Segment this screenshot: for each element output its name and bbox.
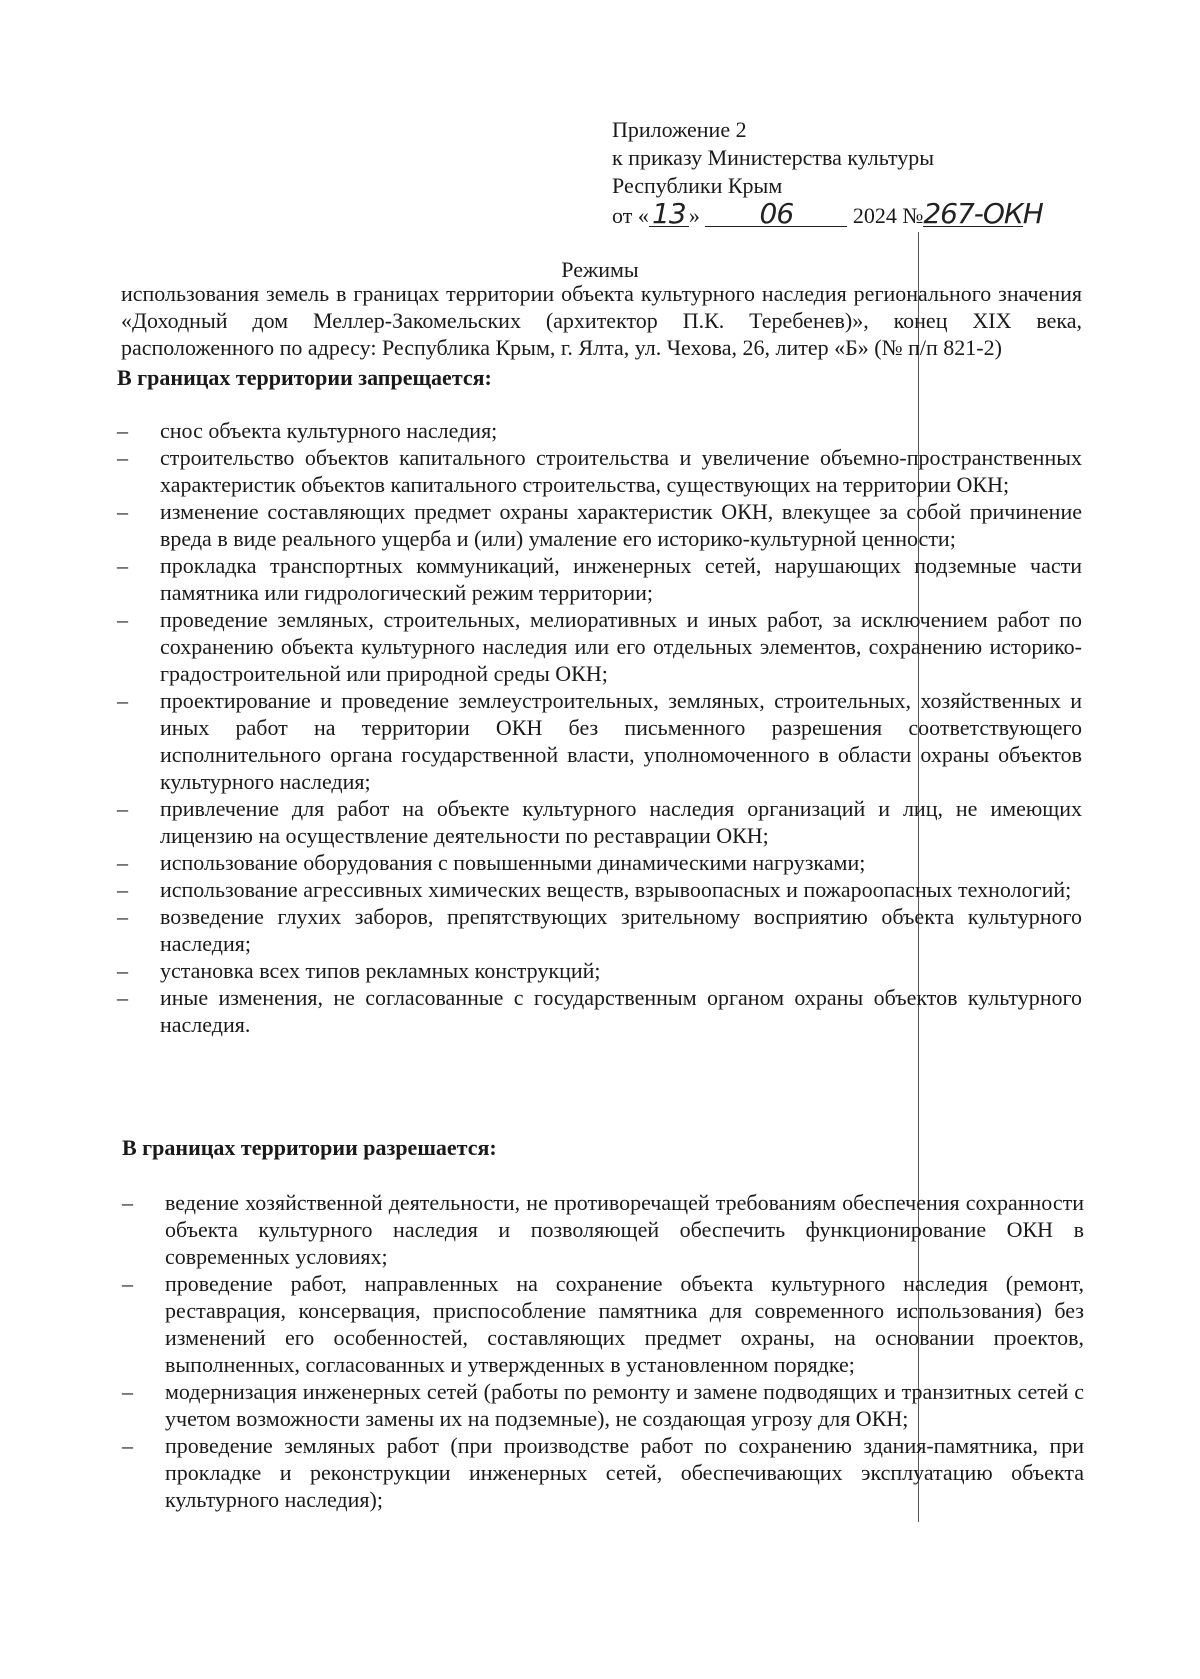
bullet-dash: –	[117, 553, 128, 578]
list-item	[122, 1432, 1084, 1513]
list-item-text: использование оборудования с повышенными динамическими нагрузками;	[160, 850, 866, 875]
list-item	[117, 876, 1082, 903]
bullet-dash: –	[122, 1190, 133, 1215]
list-item	[117, 552, 1082, 606]
bullet-dash: –	[117, 418, 128, 443]
handwritten-day: 13	[649, 200, 689, 227]
date-mid: »	[688, 203, 700, 228]
prohibited-heading: В границах территории запрещается:	[117, 365, 492, 390]
list-item-text: возведение глухих заборов, препятствующих зрительному восприятию объекта культурного наследия;	[160, 904, 1082, 956]
date-year: 2024 №	[852, 203, 924, 228]
list-item-text: прокладка транспортных коммуникаций, инженерных сетей, нарушающих подземные части памятника или гидрологический режим территории;	[160, 553, 1082, 605]
document-title: Режимы	[561, 257, 639, 282]
bullet-dash: –	[122, 1433, 133, 1458]
bullet-dash: –	[117, 607, 128, 632]
list-item-text: снос объекта культурного наследия;	[160, 418, 498, 443]
list-item	[117, 795, 1082, 849]
list-item	[117, 687, 1082, 795]
allowed-heading: В границах территории разрешается:	[122, 1135, 497, 1160]
list-item	[117, 903, 1082, 957]
list-item-text: ведение хозяйственной деятельности, не противоречащей требованиям обеспечения сохранности объекта культурного наследия и позволяющей обеспечить функционирование ОКН в современных условиях;	[165, 1190, 1084, 1269]
appendix-header	[612, 116, 1092, 230]
bullet-dash: –	[122, 1271, 133, 1296]
prohibited-list	[117, 417, 1082, 1038]
bullet-dash: –	[117, 958, 128, 983]
bullet-dash: –	[117, 904, 128, 929]
list-item	[122, 1270, 1084, 1378]
bullet-dash: –	[117, 796, 128, 821]
list-item	[117, 498, 1082, 552]
list-item	[117, 417, 1082, 444]
list-item-text: строительство объектов капитального строительства и увеличение объемно-пространственных характеристик объектов капитального строительства, существующих на территории ОКН;	[160, 445, 1082, 497]
list-item	[122, 1378, 1084, 1432]
appendix-number: Приложение 2	[612, 117, 747, 142]
list-item-text: изменение составляющих предмет охраны характеристик ОКН, влекущее за собой причинение вреда в виде реального ущерба и (или) умаление его историко-культурной ценности;	[160, 499, 1082, 551]
list-item-text: использование агрессивных химических веществ, взрывоопасных и пожароопасных технологий;	[160, 877, 1072, 902]
bullet-dash: –	[117, 445, 128, 470]
order-date-line	[612, 197, 1092, 230]
document-subtitle: использования земель в границах территории объекта культурного наследия регионального значения «Доходный дом Меллер-Закомельских (архитектор П.К. Теребенев)», конец XIX века, расположенного по адресу: Республика Крым, г. Ялта, ул. Чехова, 26, литер «Б» (№ п/п 821-2)	[121, 281, 1082, 360]
list-item-text: иные изменения, не согласованные с государственным органом охраны объектов культурного наследия.	[160, 985, 1082, 1037]
list-item	[117, 957, 1082, 984]
list-item	[122, 1189, 1084, 1270]
list-item-text: модернизация инженерных сетей (работы по ремонту и замене подводящих и транзитных сетей с учетом возможности замены их на подземные), не создающая угрозу для ОКН;	[165, 1379, 1084, 1431]
list-item-text: проведение земляных работ (при производстве работ по сохранению здания-памятника, при прокладке и реконструкции инженерных сетей, обеспечивающих эксплуатацию объекта культурного наследия);	[165, 1433, 1084, 1512]
bullet-dash: –	[117, 985, 128, 1010]
handwritten-order-number: 267-ОКН	[923, 197, 1043, 230]
list-item	[117, 444, 1082, 498]
list-item	[117, 849, 1082, 876]
bullet-dash: –	[117, 850, 128, 875]
bullet-dash: –	[117, 877, 128, 902]
list-item-text: проведение работ, направленных на сохранение объекта культурного наследия (ремонт, реставрация, консервация, приспособление памятника для современного использования) без изменений его особенностей, составляющих предмет охраны, на основании проектов, выполненных, согласованных и утвержденных в установленном порядке;	[165, 1271, 1084, 1377]
handwritten-month: 06	[705, 200, 847, 227]
list-item-text: проведение земляных, строительных, мелиоративных и иных работ, за исключением работ по сохранению объекта культурного наследия или его отдельных элементов, сохранению историко-градостроительной или природной среды ОКН;	[160, 607, 1082, 686]
bullet-dash: –	[122, 1379, 133, 1404]
bullet-dash: –	[117, 499, 128, 524]
list-item-text: привлечение для работ на объекте культурного наследия организаций и лиц, не имеющих лицензию на осуществление деятельности по реставрации ОКН;	[160, 796, 1082, 848]
ministry-region: Республики Крым	[612, 173, 783, 198]
order-reference: к приказу Министерства культуры	[612, 145, 935, 170]
allowed-list	[122, 1189, 1084, 1513]
list-item	[117, 984, 1082, 1038]
list-item	[117, 606, 1082, 687]
list-item-text: проектирование и проведение землеустроительных, земляных, строительных, хозяйственных и иных работ на территории ОКН без письменного разрешения соответствующего исполнительного органа государственной власти, уполномоченного в области охраны объектов культурного наследия;	[160, 688, 1082, 794]
bullet-dash: –	[117, 688, 128, 713]
list-item-text: установка всех типов рекламных конструкций;	[160, 958, 601, 983]
date-prefix: от «	[612, 203, 649, 228]
